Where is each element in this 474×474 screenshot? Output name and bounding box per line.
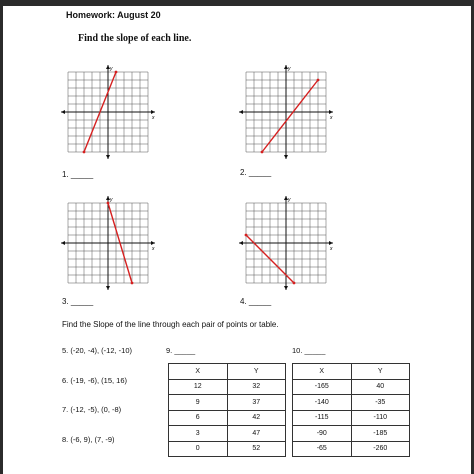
- graph-3-x-label: x: [152, 246, 155, 252]
- table-cell: 37: [227, 395, 286, 411]
- x-axis-arrow-left: [239, 241, 243, 245]
- table-cell: -90: [293, 426, 352, 442]
- table-q10-header-x: X: [293, 364, 352, 380]
- answer-3: 3. _____: [62, 297, 94, 306]
- table-cell: -110: [351, 410, 410, 426]
- table-cell: 52: [227, 441, 286, 457]
- graph-4-x-label: x: [330, 246, 333, 252]
- x-axis-arrow-left: [239, 110, 243, 114]
- table-cell: -185: [351, 426, 410, 442]
- answer-2: 2. _____: [240, 168, 272, 177]
- table-q9-header-x: X: [169, 364, 228, 380]
- graph-4-y-label: y: [288, 197, 291, 203]
- homework-title: Homework: August 20: [66, 10, 161, 20]
- y-axis-arrow-down: [106, 155, 110, 159]
- instruction-text: Find the slope of each line.: [78, 33, 192, 44]
- table-q9-header-y: Y: [227, 364, 286, 380]
- table-cell: 6: [169, 410, 228, 426]
- graph-2-x-label: x: [330, 115, 333, 121]
- table-cell: 3: [169, 426, 228, 442]
- table-row: [293, 395, 410, 411]
- table-q10: [292, 363, 410, 457]
- table-cell: 32: [227, 379, 286, 395]
- window-top-bar: [0, 0, 474, 6]
- line-endpoint-1: [261, 151, 264, 154]
- answer-1: 1. _____: [62, 170, 94, 179]
- line-endpoint-2: [317, 79, 320, 82]
- table-row: [169, 426, 286, 442]
- line-endpoint-1: [83, 151, 86, 154]
- problem-8: 8. (-6, 9), (7, -9): [62, 435, 115, 444]
- x-axis-arrow-right: [329, 110, 333, 114]
- graph-1-x-label: x: [152, 115, 155, 121]
- table-row: [169, 379, 286, 395]
- problem-6: 6. (-19, -6), (15, 16): [62, 376, 128, 385]
- line-endpoint-1: [245, 234, 248, 237]
- problem-7: 7. (-12, -5), (0, -8): [62, 405, 122, 414]
- graph-3-axes: [61, 196, 155, 290]
- table-cell: 42: [227, 410, 286, 426]
- question-10-label: 10. _____: [292, 346, 326, 355]
- table-cell: -65: [293, 441, 352, 457]
- table-row: [293, 410, 410, 426]
- question-9-label: 9. _____: [166, 346, 196, 355]
- table-q9-header-row: [169, 364, 286, 380]
- table-cell: -260: [351, 441, 410, 457]
- line-endpoint-2: [131, 282, 134, 285]
- graph-3-y-label: y: [110, 197, 113, 203]
- table-row: [169, 395, 286, 411]
- y-axis-arrow-down: [284, 155, 288, 159]
- graph-4: [236, 193, 336, 293]
- y-axis-arrow-down: [106, 286, 110, 290]
- table-q10-header-y: Y: [351, 364, 410, 380]
- graph-1-axes: [61, 65, 155, 159]
- table-cell: 12: [169, 379, 228, 395]
- table-cell: -165: [293, 379, 352, 395]
- table-q10-header-row: [293, 364, 410, 380]
- x-axis-arrow-right: [151, 241, 155, 245]
- answer-4: 4. _____: [240, 297, 272, 306]
- table-cell: 47: [227, 426, 286, 442]
- graph-2-line: [262, 80, 318, 152]
- table-row: [293, 441, 410, 457]
- problem-5: 5. (-20, -4), (-12, -10): [62, 346, 133, 355]
- table-row: [293, 379, 410, 395]
- table-cell: 0: [169, 441, 228, 457]
- x-axis-arrow-right: [151, 110, 155, 114]
- table-q9: [168, 363, 286, 457]
- y-axis-arrow-down: [284, 286, 288, 290]
- line-endpoint-2: [115, 71, 118, 74]
- table-cell: 9: [169, 395, 228, 411]
- graph-1: [58, 62, 158, 162]
- window-left-edge: [0, 0, 3, 474]
- table-cell: -140: [293, 395, 352, 411]
- graph-3: [58, 193, 158, 293]
- x-axis-arrow-right: [329, 241, 333, 245]
- section-2-instruction: Find the Slope of the line through each pair of points or table.: [62, 320, 279, 329]
- x-axis-arrow-left: [61, 241, 65, 245]
- line-endpoint-2: [293, 282, 296, 285]
- table-cell: 40: [351, 379, 410, 395]
- line-endpoint-1: [107, 202, 110, 205]
- graph-2: [236, 62, 336, 162]
- table-row: [169, 410, 286, 426]
- graph-2-y-label: y: [288, 66, 291, 72]
- table-cell: -35: [351, 395, 410, 411]
- table-row: [293, 426, 410, 442]
- graph-1-y-label: y: [110, 66, 113, 72]
- table-cell: -115: [293, 410, 352, 426]
- x-axis-arrow-left: [61, 110, 65, 114]
- table-row: [169, 441, 286, 457]
